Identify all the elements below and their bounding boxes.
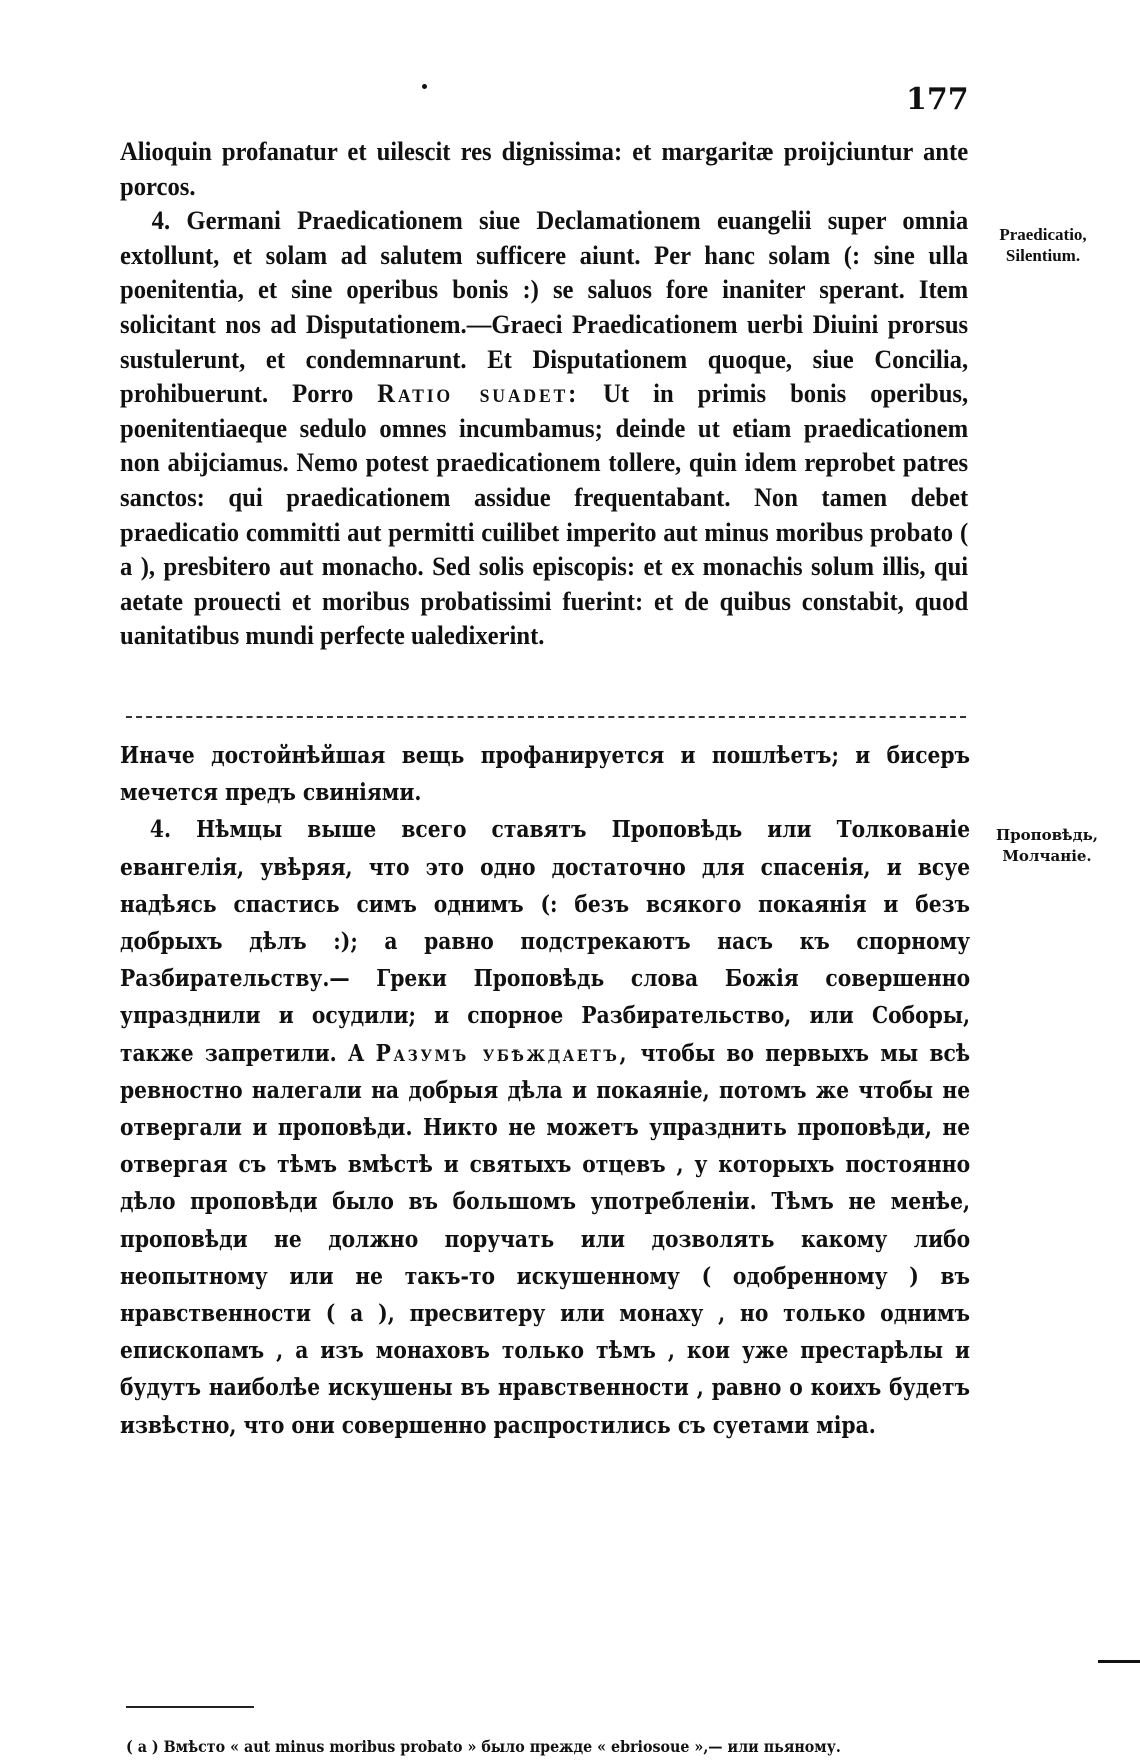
russian-paragraph-number: 4. — [149, 816, 172, 844]
margin-note-russian-line-1: Проповѣдь, — [995, 826, 1098, 844]
margin-note-russian — [980, 825, 1114, 867]
page-number: 177 — [906, 82, 969, 117]
latin-paragraph-2-text-b: Ut in primis bonis operibus, poenitentiaeque sedulo omnes incumbamus; deinde ut etiam praedicationem non abijciamus. Nemo potest praedicationem tollere, quin idem reprobet patres sanctos: qui praedicationem assidue frequentabant. Non tamen debet praedicatio committi aut permitti cuilibet imperito aut minus moribus probato ( a ), presbitero aut monacho. Sed solis episcopis: et ex monachis solum illis, qui aetate prouecti et moribus probatissimi fuerint: et de quibus constabit, quod uanitatibus mundi perfecte ualedixerint. — [120, 378, 969, 651]
russian-paragraph-2-text-a: Нѣмцы выше всего ставятъ Проповѣдь или Толкованіе евангелія, увѣряя, что это одно достаточно для спасенія, и всуе надѣясь спастись симъ однимъ (: безъ всякого покаянія и безъ добрыхъ дѣлъ :); а равно подстрекаютъ насъ къ спорному Разбирательству.— Греки Проповѣдь слова Божія совершенно упразднили и осудили; и спорное Разбирательство, или Соборы, также запретили. А — [120, 816, 971, 1067]
margin-note-latin-line-1: Praedicatio, — [999, 225, 1087, 244]
russian-text-block — [120, 737, 970, 1444]
russian-paragraph-1: Иначе достойнѣйшая вещь профанируется и пошлѣетъ; и бисеръ мечется предъ свиніями. — [120, 742, 971, 807]
margin-note-russian-line-2: Молчаніе. — [1002, 847, 1092, 865]
latin-paragraph-1: Alioquin profanatur et uilescit res dignissima: et margaritæ proijciuntur ante porcos. — [120, 136, 969, 201]
margin-note-latin — [976, 224, 1110, 266]
footnote-rule — [126, 1706, 254, 1708]
russian-paragraph-2-text-b: чтобы во первыхъ мы всѣ ревностно налегали на добрыя дѣла и покаяніе, потомъ же чтобы не отвергали и проповѣди. Никто не можетъ упразднить проповѣди, не отвергая съ тѣмъ вмѣстѣ и святыхъ отцевъ , у которыхъ постоянно дѣло проповѣди было въ большомъ употребленіи. Тѣмъ не менѣе, проповѣди не должно поручать или дозволять какому либо неопытному или не такъ-то искушенному ( одобренному ) въ нравственности ( а ), пресвитеру или монаху , но только однимъ епископамъ , а изъ монаховъ только тѣмъ , кои уже престарѣлы и будутъ наиболѣе искушены въ нравственности , равно о коихъ будетъ извѣстно, что они совершенно распростились съ суетами міра. — [120, 1039, 971, 1439]
edge-mark — [1098, 1660, 1140, 1663]
latin-paragraph-number: 4. — [151, 205, 171, 236]
russian-paragraph-2 — [120, 811, 970, 1443]
section-divider — [126, 716, 966, 718]
latin-paragraph-2-text-a: Germani Praedicationem siue Declamationem euangelii super omnia extollunt, et solam ad salutem sufficere aiunt. Per hanc solam (: sine ulla poenitentia, et sine operibus bonis :) se saluos fore inaniter sperant. Item solicitant nos ad Disputationem.—Graeci Praedicationem uerbi Diuini prorsus sustulerunt, et condemnarunt. Et Disputationem quoque, siue Concilia, prohibuerunt. Porro — [120, 205, 969, 409]
latin-text-block — [120, 134, 968, 653]
footnote: ( а ) Вмѣсто « aut minus moribus probato » было прежде « ebriosoue »,— или пьяному. — [126, 1737, 841, 1756]
latin-paragraph-2 — [120, 203, 968, 653]
latin-small-caps-phrase: Ratio suadet: — [377, 378, 580, 409]
printer-dot — [422, 84, 427, 89]
russian-small-caps-phrase: Разумъ убѣждаетъ, — [375, 1039, 630, 1067]
margin-note-latin-line-2: Silentium. — [1005, 246, 1081, 265]
